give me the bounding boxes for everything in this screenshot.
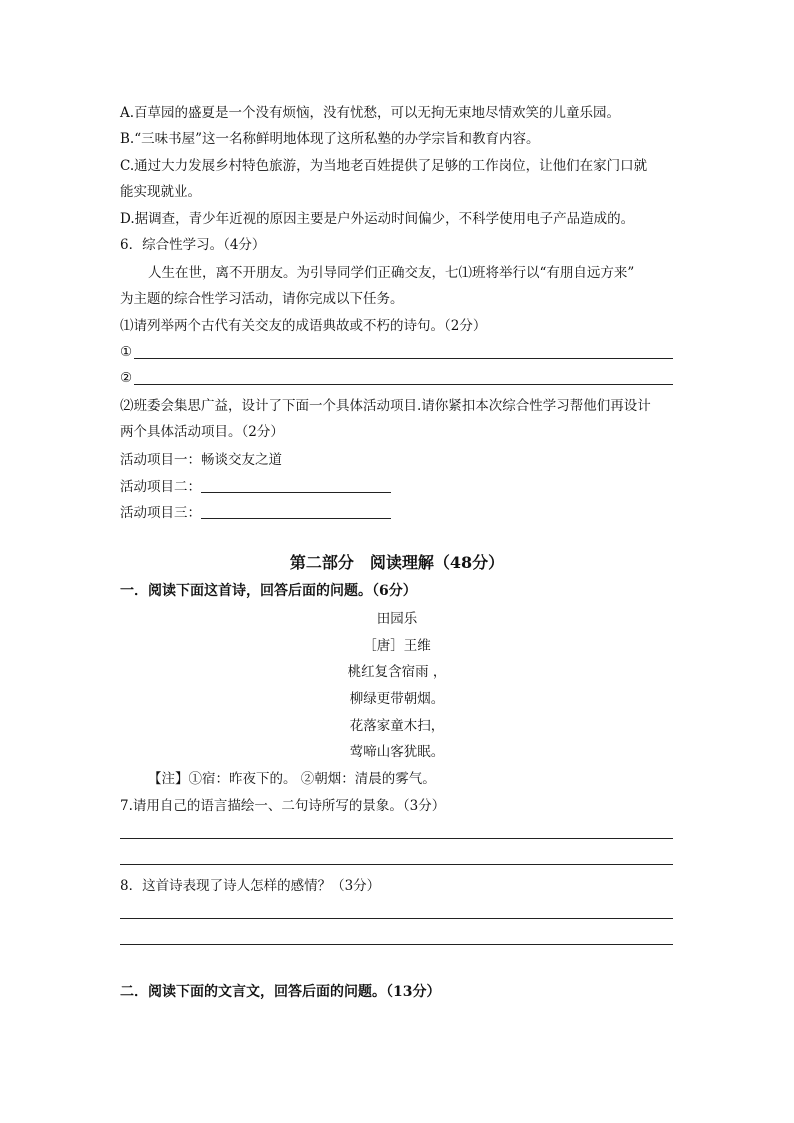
answer-marker-1: ① — [120, 344, 133, 360]
part-2-heading: 第二部分 阅读理解（48分） — [289, 553, 505, 572]
question-6-sub2-line1: ⑵班委会集思广益，设计了下面一个具体活动项目.请你紧扣本次综合性学习帮他们再设计 — [120, 398, 651, 414]
option-a: A.百草园的盛夏是一个没有烦恼，没有忧愁，可以无拘无束地尽情欢笑的儿童乐园。 — [120, 105, 621, 121]
activity-item-3-blank[interactable] — [201, 504, 391, 519]
question-6-intro-line1: 人生在世，离不开朋友。为引导同学们正确交友，七⑴班将举行以“有朋自远方来” — [148, 265, 635, 281]
poem-title: 田园乐 — [376, 611, 418, 627]
q7-answer-line-1[interactable] — [120, 838, 673, 839]
option-b: B.“三味书屋”这一名称鲜明地体现了这所私塾的办学宗旨和教育内容。 — [120, 131, 540, 147]
question-6-title: 6．综合性学习。（4分） — [120, 237, 266, 253]
activity-item-1: 活动项目一：畅谈交友之道 — [120, 452, 282, 468]
poem-line-2: 柳绿更带朝烟。 — [349, 691, 445, 707]
activity-item-2-blank[interactable] — [201, 478, 391, 493]
question-7: 7.请用自己的语言描绘一、二句诗所写的景象。（3分） — [120, 798, 446, 814]
poem-line-1: 桃红复含宿雨 ， — [347, 664, 447, 680]
poem-author: ［唐］王维 — [363, 638, 431, 654]
answer-line-2[interactable] — [134, 384, 673, 385]
activity-item-2-label: 活动项目二： — [120, 479, 201, 495]
question-6-intro-line2: 为主题的综合性学习活动，请你完成以下任务。 — [120, 291, 404, 307]
option-d: D.据调查，青少年近视的原因主要是户外运动时间偏少，不科学使用电子产品造成的。 — [120, 211, 635, 227]
answer-line-1[interactable] — [134, 358, 673, 359]
q8-answer-line-1[interactable] — [120, 918, 673, 919]
question-8: 8．这首诗表现了诗人怎样的感情？（3分） — [120, 878, 381, 894]
question-6-sub2-line2: 两个具体活动项目。（2分） — [120, 424, 284, 440]
option-c-line2: 能实现就业。 — [120, 184, 201, 200]
poem-note: 【注】①宿：昨夜下的。 ②朝烟：清晨的雾气。 — [148, 771, 436, 787]
activity-item-3-label: 活动项目三： — [120, 505, 201, 521]
activity-item-2 — [120, 477, 391, 497]
option-c-line1: C.通过大力发展乡村特色旅游，为当地老百姓提供了足够的工作岗位，让他们在家门口就 — [120, 158, 648, 174]
section-1-title: 一．阅读下面这首诗，回答后面的问题。（6分） — [120, 583, 417, 599]
section-2-title: 二．阅读下面的文言文，回答后面的问题。（13分） — [120, 984, 441, 1000]
question-6-sub1: ⑴请列举两个古代有关交友的成语典故或不朽的诗句。（2分） — [120, 318, 487, 334]
answer-marker-2: ② — [120, 370, 133, 386]
poem-line-3: 花落家童木扫， — [349, 718, 445, 734]
poem-line-4: 莺啼山客犹眠。 — [349, 744, 445, 760]
q8-answer-line-2[interactable] — [120, 944, 673, 945]
activity-item-3 — [120, 503, 391, 523]
q7-answer-line-2[interactable] — [120, 864, 673, 865]
